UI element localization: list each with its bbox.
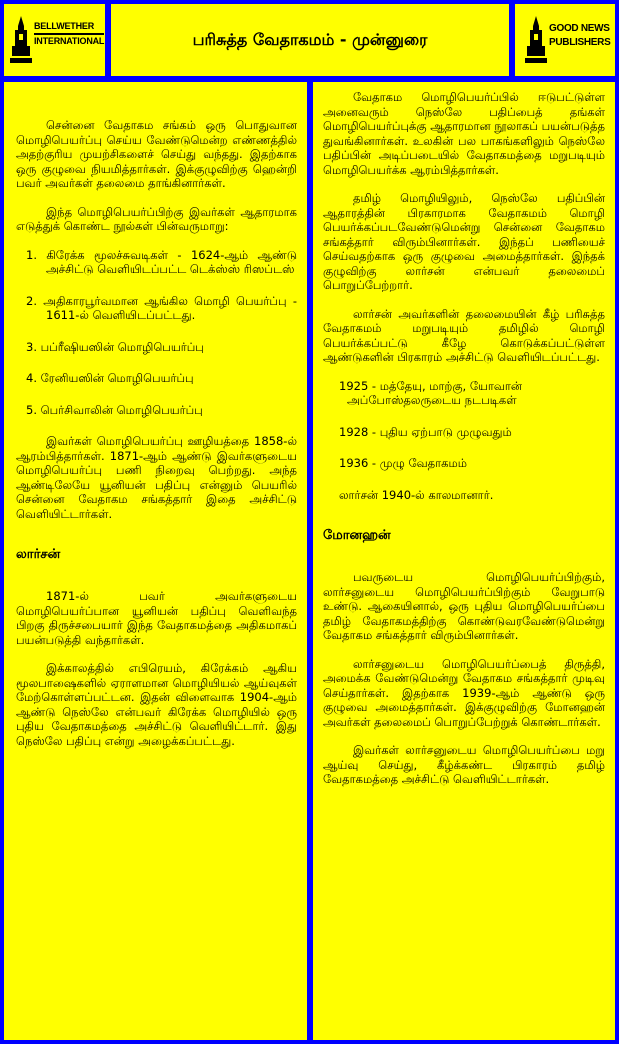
good-news-logo-line2: PUBLISHERS [549,37,611,48]
monahan-heading: மோனஹன் [323,528,391,543]
bellwether-tower-icon [10,16,32,64]
list-item: 1. கிரேக்க மூலச்சுவடிகள் - 1624-ஆம் ஆண்டு அச்சிட்டு வெளியிடப்பட்ட டெக்ஸ்ஸ் ரிஸப்டஸ் [26,247,297,276]
good-news-logo-text [549,22,610,50]
good-news-logo-line1: GOOD NEWS [549,23,610,34]
right-paragraph-3: லார்சன் அவர்களின் தலைமையின் கீழ் பரிசுத்த வேதாகமம் மறுபடியும் தமிழில் மொழி பெயர்க்கப்பட்டு கீழே கொடுக்கப்பட்டுள்ள ஆண்டுகளின் பிரகாரம் அச்சிட்டு வெளியிடப்பட்டது. [323,306,605,364]
right-paragraph-4: பவருடைய மொழிபெயர்ப்பிற்கும், லார்சனுடைய மொழிபெயர்ப்பிற்கும் வேறுபாடு உண்டு. ஆகையினால், ஒரு புதிய மொழிபெயர்ப்பை தமிழ் வேதாகமத்திற்கு கொண்டுவரவேண்டுமென்று வேதாகம சங்கத்தார் விரும்பினார்கள். [323,570,605,642]
list-item: 5. பெர்சிவாலின் மொழிபெயர்ப்பு [26,402,203,417]
sources-paragraph: இந்த மொழிபெயர்ப்பிற்கு இவர்கள் ஆதாரமாக எடுத்துக் கொண்ட நூல்கள் பின்வருமாறு: [16,204,297,233]
bellwether-logo-line1: BELLWETHER [34,20,104,35]
left-column [4,82,307,1040]
good-news-tower-icon [525,16,547,64]
list-item: 1925 - மத்தேயு, மாற்கு, யோவான் அப்போஸ்தலருடைய நடபடிகள் [339,378,523,407]
page-title: பரிசுத்த வேதாகமம் - முன்னுரை [192,29,428,49]
right-paragraph-2: தமிழ் மொழியிலும், நெஸ்லே பதிப்பின் ஆதாரத்தின் பிரகாரமாக வேதாகமம் மொழி பெயர்க்கப்படவேண்டுமென்று சென்னை வேதாகம சங்கத்தார் விரும்பினார்கள். இந்தப் பணியைச் செய்வதற்காக ஒரு குழுவை அமைத்தார்கள். இந்தக் குழுவிற்கு லார்சன் என்பவர் தலைமைப் பொறுப்பேற்றார். [323,191,605,292]
right-paragraph-1: வேதாகம மொழிபெயர்ப்பில் ஈடுபட்டுள்ள அனைவரும் நெஸ்லே பதிப்பைத் தங்கள் மொழிபெயர்ப்புக்கு ஆதாரமான நூலாகப் பயன்படுத்த துவங்கினார்கள். உலகின் பல பாகங்களிலும் நெஸ்லே பதிப்பின் அடிப்படையில் வேதாகமத்தை மறுபடியும் மொழிபெயர்க்க ஆரம்பித்தார்கள். [323,90,605,177]
work-paragraph: இவர்கள் மொழிபெயர்ப்பு ஊழியத்தை 1858-ல் ஆரம்பித்தார்கள். 1871-ஆம் ஆண்டு இவர்களுடைய மொழிபெயர்ப்பு பணி நிறைவு பெற்றது. அந்த ஆண்டிலேயே யூனியன் பதிப்பு என்னும் பெயரில் சென்னை வேதாகம சங்கத்தார் இதை அச்சிட்டு வெளியிட்டார்கள். [16,434,297,521]
bellwether-logo [8,12,105,70]
bellwether-logo-text [34,20,104,48]
larsen-paragraph-1: 1871-ல் பவர் அவர்களுடைய மொழிபெயர்ப்பான யூனியன் பதிப்பு வெளிவந்த பிறகு திருச்சபையார் இந்த வேதாகமத்தை அதிகமாகப் பயன்படுத்தி வந்தார்கள். [16,589,297,647]
right-paragraph-5: லார்சனுடைய மொழிபெயர்ப்பைத் திருத்தி, அமைக்க வேண்டுமென்று வேதாகம சங்கத்தார் முடிவு செய்தார்கள். இதற்காக 1939-ஆம் ஆண்டு ஒரு குழுவை அமைத்தார்கள். இக்குழுவிற்கு மோனஹன் அவர்கள் தலைமைப் பொறுப்பேற்றுக் கொண்டார்கள். [323,656,605,729]
larsen-heading: லார்சன் [16,547,61,562]
list-item: 4. ரேனியஸின் மொழிபெயர்ப்பு [26,371,194,385]
sources-list [16,248,297,418]
list-item: 3. பப்ரீஷியஸின் மொழிபெயர்ப்பு [26,339,204,354]
bellwether-logo-panel [4,4,105,76]
right-paragraph-6: இவர்கள் லார்சனுடைய மொழிபெயர்ப்பை மறு ஆய்வு செய்து, கீழ்க்கண்ட பிரகாரம் தமிழ் வேதாகமத்தை அச்சிட்டு வெளியிட்டார்கள். [323,743,605,786]
larsen-paragraph-2: இக்காலத்தில் எபிரெயம், கிரேக்கம் ஆகிய மூலபாஷைகளில் ஏராளமான மொழியியல் ஆய்வுகள் மேற்கொள்ளப்பட்டன. இதன் விளைவாக 1904-ஆம் ஆண்டு நெஸ்லே என்பவர் கிரேக்க மொழியில் ஒரு புதிய வேதாகமத்தை அச்சிட்டு வெளியிட்டார். இது நெஸ்லே பதிப்பு என்று அழைக்கப்பட்டது. [16,661,297,748]
list-item: 2. அதிகாரபூர்வமான ஆங்கில மொழி பெயர்ப்பு - 1611-ல் வெளியிடப்பட்டது. [26,293,297,322]
right-column [313,82,615,1040]
good-news-logo-panel [515,4,615,76]
list-item: லார்சன் 1940-ல் காலமானார். [339,487,494,502]
list-item: 1928 - புதிய ஏற்பாடு முழுவதும் [339,424,512,439]
good-news-logo [519,12,613,70]
page-title-panel [111,4,509,76]
list-item: 1936 - முழு வேதாகமம் [339,456,467,470]
publication-events [323,379,605,503]
bellwether-logo-line2: INTERNATIONAL [34,36,105,46]
intro-paragraph: சென்னை வேதாகம சங்கம் ஒரு பொதுவான மொழிபெயர்ப்பு செய்ய வேண்டுமென்ற எண்ணத்தில் அதற்குரிய முயற்சிகளைச் செய்து வந்தது. இதற்காக ஒரு குழுவை நியமித்தார்கள். இக்குழுவிற்கு ஹென்றி பவர் அவர்கள் தலைமை தாங்கினார்கள். [16,118,297,190]
